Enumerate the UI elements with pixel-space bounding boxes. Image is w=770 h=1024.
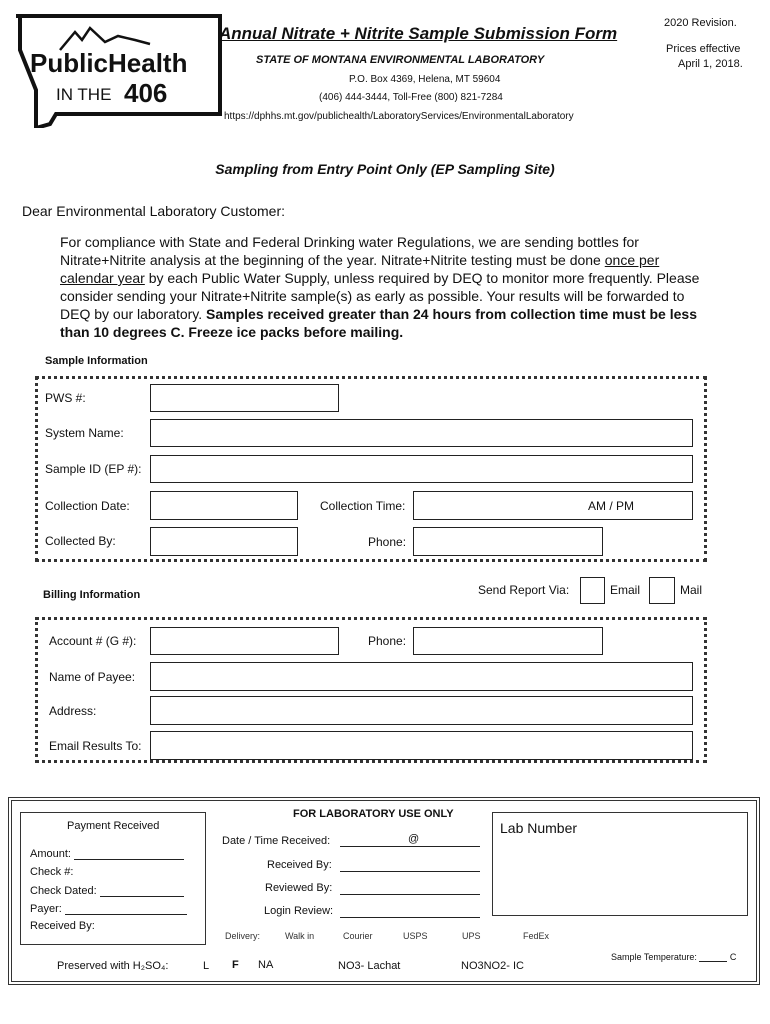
delivery-usps[interactable]: USPS <box>403 931 428 941</box>
prices-effective: Prices effective <box>666 43 741 55</box>
delivery-walk-in[interactable]: Walk in <box>285 931 315 941</box>
delivery-fedex[interactable]: FedEx <box>523 931 550 941</box>
billing-phone-label: Phone: <box>368 634 407 648</box>
system-name-input[interactable] <box>150 419 693 447</box>
sample-id-label: Sample ID (EP #): <box>45 462 142 476</box>
collection-date-input[interactable] <box>150 491 298 520</box>
lab-phone: (406) 444-3444, Toll-Free (800) 821-7284 <box>319 92 503 103</box>
send-report-label: Send Report Via: <box>478 583 570 597</box>
lab-use-heading: FOR LABORATORY USE ONLY <box>293 808 454 820</box>
received-by-line[interactable] <box>340 858 480 872</box>
received-by-label: Received By: <box>267 859 332 871</box>
amount-text: Amount: <box>30 848 71 860</box>
sample-temp-line[interactable] <box>699 951 727 962</box>
lab-number-label: Lab Number <box>500 820 578 836</box>
amount-label <box>30 847 184 860</box>
billing-phone-input[interactable] <box>413 627 603 655</box>
system-name-label: System Name: <box>45 426 124 440</box>
login-review-label: Login Review: <box>264 905 334 917</box>
login-review-line[interactable] <box>340 904 480 918</box>
preserved-label: Preserved with H₂SO₄: <box>57 960 169 972</box>
check-dated-text: Check Dated: <box>30 885 97 897</box>
delivery-courier[interactable]: Courier <box>343 931 373 941</box>
lab-name: STATE OF MONTANA ENVIRONMENTAL LABORATORY <box>256 54 545 66</box>
ampm-label: AM / PM <box>588 499 635 513</box>
sample-info-heading: Sample Information <box>45 355 148 367</box>
payee-input[interactable] <box>150 662 693 691</box>
prices-date: April 1, 2018. <box>678 58 743 70</box>
preserved-f[interactable]: F <box>232 959 239 971</box>
publichealth-logo <box>10 10 226 128</box>
sample-id-input[interactable] <box>150 455 693 483</box>
billing-heading: Billing Information <box>43 589 141 601</box>
check-dated-label <box>30 884 184 897</box>
payment-received-by-label: Received By: <box>30 920 95 932</box>
revision: 2020 Revision. <box>664 17 737 29</box>
instructions-frequency: once per calendar year <box>60 252 660 286</box>
subtitle: Sampling from Entry Point Only (EP Sampling Site) <box>215 161 555 177</box>
account-input[interactable] <box>150 627 339 655</box>
payment-heading: Payment Received <box>67 820 160 832</box>
phone-input[interactable] <box>413 527 603 556</box>
temp-unit: C <box>729 952 737 962</box>
no3no2-ic[interactable]: NO3NO2- IC <box>461 960 524 972</box>
lab-url[interactable]: https://dphhs.mt.gov/publichealth/LaboratoryServices/EnvironmentalLaboratory <box>224 111 574 122</box>
collection-time-input[interactable] <box>413 491 693 520</box>
instructions-text-2: by each Public Water Supply, unless required by DEQ to monitor more frequently. Please consider sending your Nitrate+Nitrite sample(s) as early as possible. Your results will be forwarded to DEQ by our laboratory. <box>60 270 700 322</box>
svg-text:PublicHealth: PublicHealth <box>30 48 188 78</box>
account-label: Account # (G #): <box>49 634 137 648</box>
form-title: Annual Nitrate + Nitrite Sample Submission Form <box>219 24 618 43</box>
address-label: Address: <box>49 704 97 718</box>
email-results-input[interactable] <box>150 731 693 760</box>
collection-time-label: Collection Time: <box>320 499 406 513</box>
payer-text: Payer: <box>30 903 62 915</box>
delivery-label: Delivery: <box>225 931 261 941</box>
payer-line[interactable] <box>65 902 187 915</box>
email-results-label: Email Results To: <box>49 739 142 753</box>
payer-label <box>30 902 187 915</box>
instructions-warning: Samples received greater than 24 hours from collection time must be less than 10 degrees C. Freeze ice packs before mailing. <box>60 306 697 340</box>
phone-label: Phone: <box>368 535 407 549</box>
at-sign: @ <box>408 833 420 845</box>
svg-text:IN THE: IN THE <box>56 85 112 104</box>
email-checkbox[interactable] <box>580 577 605 604</box>
collection-date-label: Collection Date: <box>45 499 130 513</box>
collected-by-input[interactable] <box>150 527 298 556</box>
mail-label: Mail <box>680 583 703 597</box>
reviewed-by-line[interactable] <box>340 881 480 895</box>
instructions-text-1: For compliance with State and Federal Drinking water Regulations, we are sending bottles for Nitrate+Nitrite analysis at the beginning of the year. Nitrate+Nitrite testing must be done <box>60 234 639 268</box>
preserved-l[interactable]: L <box>203 960 210 972</box>
amount-line[interactable] <box>74 847 184 860</box>
pws-label: PWS #: <box>45 391 86 405</box>
pws-input[interactable] <box>150 384 339 412</box>
address-input[interactable] <box>150 696 693 725</box>
svg-text:406: 406 <box>124 78 168 108</box>
sample-temp-label: Sample Temperature: <box>611 952 697 962</box>
lab-address: P.O. Box 4369, Helena, MT 59604 <box>349 74 501 85</box>
mail-checkbox[interactable] <box>649 577 675 604</box>
email-label: Email <box>610 583 641 597</box>
sample-temperature <box>611 951 736 962</box>
no3-lachat[interactable]: NO3- Lachat <box>338 960 401 972</box>
payee-label: Name of Payee: <box>49 670 136 684</box>
reviewed-by-label: Reviewed By: <box>265 882 333 894</box>
preserved-na[interactable]: NA <box>258 959 274 971</box>
check-dated-line[interactable] <box>100 884 184 897</box>
greeting: Dear Environmental Laboratory Customer: <box>22 203 286 219</box>
collected-by-label: Collected By: <box>45 534 116 548</box>
check-no-label: Check #: <box>30 866 74 878</box>
delivery-ups[interactable]: UPS <box>462 931 481 941</box>
instructions <box>60 233 716 341</box>
date-time-label: Date / Time Received: <box>222 835 331 847</box>
